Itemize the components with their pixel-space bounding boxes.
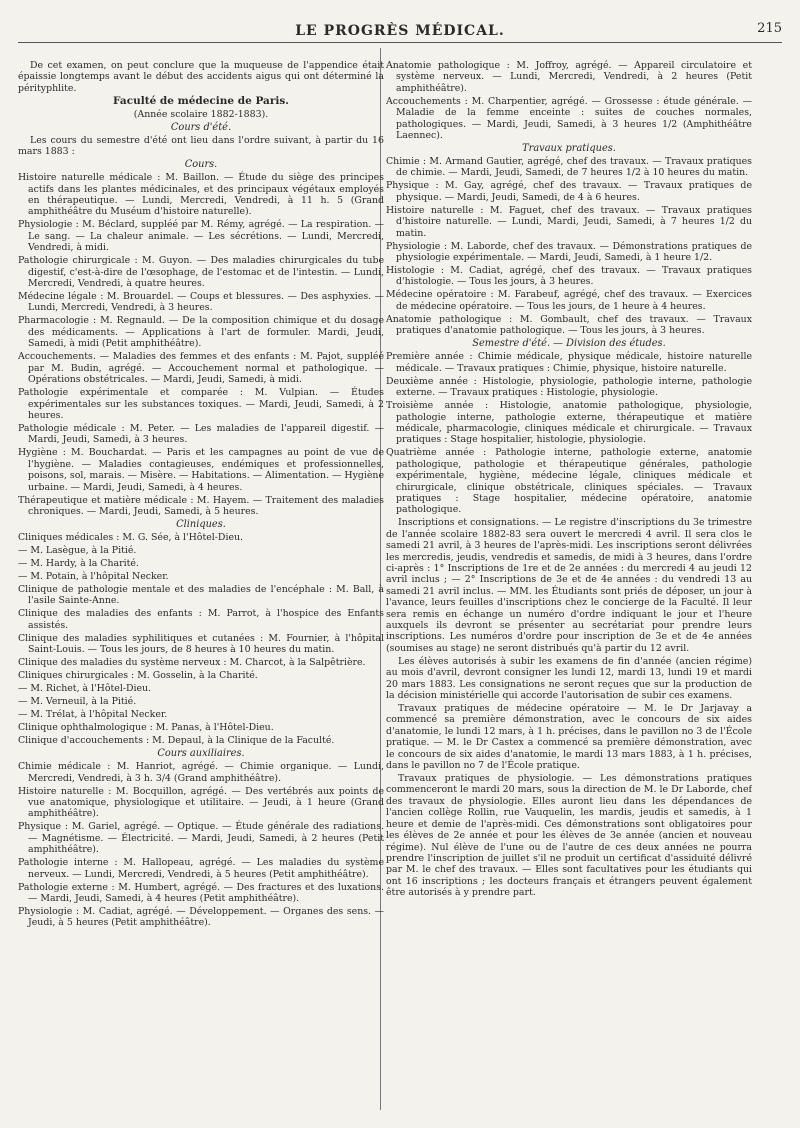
paragraph: Première année : Chimie médicale, physique médicale, histoire naturelle médicale. — Travaux pratiques : Chimie, physique, histoire naturelle. [386, 351, 752, 374]
paragraph: Pathologie chirurgicale : M. Guyon. — Des maladies chirurgicales du tube digestif, c'est-à-dire de l'œsophage, de l'estomac et de l'intestin. — Lundi, Mercredi, Vendredi, à quatre heures. [18, 255, 384, 290]
paragraph: Médecine opératoire : M. Farabeuf, agrégé, chef des travaux. — Exercices de médecine opératoire. — Tous les jours, de 1 heure à 4 heures. [386, 289, 752, 312]
paragraph: Anatomie pathologique : M. Gombault, chef des travaux. — Travaux pratiques d'anatomie pathologique. — Tous les jours, à 3 heures. [386, 313, 752, 337]
paragraph: Histologie : M. Cadiat, agrégé, chef des travaux. — Travaux pratiques d'histologie. — Tous les jours, à 3 heures. [386, 265, 752, 288]
right-column [386, 60, 752, 1110]
page-number: 215 [757, 21, 782, 36]
paragraph: Histoire naturelle : M. Bocquillon, agrégé. — Des vertébrés aux points de vue anatomique, physiologique et utilitaire. — Jeudi, à 1 heure (Grand amphithéâtre). [18, 785, 384, 820]
paragraph: Clinique des maladies du système nerveux : M. Charcot, à la Salpêtrière. [18, 657, 366, 669]
paragraph: Semestre d'été. — Division des études. [472, 338, 666, 350]
paragraph: (Année scolaire 1882-1883). [133, 108, 269, 120]
paragraph: Travaux pratiques. [522, 143, 616, 155]
paragraph: Clinique des maladies syphilitiques et cutanées : M. Fournier, à l'hôpital Saint-Louis. — Tous les jours, de 8 heures à 10 heures du matin. [18, 632, 384, 656]
paragraph: Pathologie expérimentale et comparée : M. Vulpian. — Études expérimentales sur les substances toxiques. — Mardi, Jeudi, Samedi, à 2 heures. [18, 387, 384, 421]
paragraph: Pathologie externe : M. Humbert, agrégé. — Des fractures et des luxations. — Mardi, Jeudi, Samedi, à 4 heures (Petit amphithéâtre). [18, 881, 384, 904]
paragraph: Pharmacologie : M. Regnauld. — De la composition chimique et du dosage des médicaments. — Applications à l'art de formuler. Mardi, Jeudi, Samedi, à midi (Petit amphithéâtre). [18, 315, 384, 350]
paragraph: Les élèves autorisés à subir les examens de fin d'année (ancien régime) au mois d'avril, devront consigner les lundi 12, mardi 13, lundi 19 et mardi 20 mars 1883. Les consignations ne seront reçues que sur la production de la décision ministérielle qui accorde l'autorisation de subir ces examens. [386, 655, 752, 702]
paragraph: Accouchements : M. Charpentier, agrégé. — Grossesse : étude générale. — Maladie de la femme enceinte : suites de couches normales, pathologiques. — Mardi, Jeudi, Samedi, à 3 heures 1/2 (Amphithéâtre Laennec). [386, 95, 752, 142]
paragraph: Anatomie pathologique : M. Joffroy, agrégé. — Appareil circulatoire et système nerveux. — Lundi, Mercredi, Vendredi, à 2 heures (Petit amphithéâtre). [386, 60, 752, 94]
left-column [18, 60, 384, 1110]
paragraph: Cliniques chirurgicales : M. Gosselin, à la Charité. [18, 670, 258, 682]
paragraph: Faculté de médecine de Paris. [113, 94, 289, 107]
paragraph: Travaux pratiques de physiologie. — Les démonstrations pratiques commenceront le mardi 20 mars, sous la direction de M. le Dr Laborde, chef des travaux de physiologie. Elles auront lieu dans les dépendances de l'ancien collège Rollin, rue Vauquelin, les mardis, jeudis et samedis, à 1 heure et demie de l'après-midi. Ces démonstrations sont obligatoires pour les élèves de 2e année et pour les élèves de 3e année (ancien et nouveau régime). Nul élève de l'une ou de l'autre de ces deux années ne pourra prendre l'inscription de juillet s'il ne produit un certificat d'assiduité délivré par M. le chef des travaux. — Elles sont facultatives pour les étudiants qui ont 16 inscriptions ; les docteurs français et étrangers peuvent également être autorisés à y prendre part. [386, 773, 752, 899]
paragraph: Clinique de pathologie mentale et des maladies de l'encéphale : M. Ball, à l'asile Sainte-Anne. [18, 583, 384, 607]
journal-title: LE PROGRÈS MÉDICAL. [295, 23, 505, 39]
paragraph: Travaux pratiques de médecine opératoire — M. le Dr Jarjavay a commencé sa première démonstration, avec le concours de six aides d'anatomie, le lundi 12 mars, à 1 h. précises, dans le pavillon no 3 de l'École pratique. — M. le Dr Castex a commencé sa première démonstration, avec le concours de six aides d'anatomie, le mardi 13 mars 1883, à 1 h. précises, dans le pavillon no 7 de l'École pratique. [386, 703, 752, 772]
paragraph: Les cours du semestre d'été ont lieu dans l'ordre suivant, à partir du 16 mars 1883 : [18, 134, 384, 158]
paragraph: Cours. [184, 159, 218, 171]
paragraph: Thérapeutique et matière médicale : M. Hayem. — Traitement des maladies chroniques. — Mardi, Jeudi, Samedi, à 5 heures. [18, 494, 384, 517]
paragraph: Inscriptions et consignations. — Le registre d'inscriptions du 3e trimestre de l'année scolaire 1882-83 sera ouvert le mercredi 4 avril. Il sera clos le samedi 21 avril, à 3 heures de l'après-midi. Les inscriptions seront délivrées les mercredis, jeudis, vendredis et samedis, de midi à 3 heures, dans l'ordre ci-après : 1° Inscriptions de 1re et de 2e années : du mercredi 4 au jeudi 12 avril inclus ; — 2° Inscriptions de 3e et de 4e années : du vendredi 13 au samedi 21 avril inclus. — MM. les Étudiants sont priés de déposer, un jour à l'avance, leurs feuilles d'inscriptions chez le concierge de la Faculté. Il leur sera remis en échange un numéro d'ordre indiquant le jour et l'heure auxquels ils devront se présenter au secrétariat pour prendre leurs inscriptions. Les numéros d'ordre pour inscription de 3e et de 4e années (soumises au stage) ne seront distribués qu'à partir du 12 avril. [386, 517, 752, 654]
paragraph: Hygiène : M. Bouchardat. — Paris et les campagnes au point de vue de l'hygiène. — Maladies contagieuses, endémiques et professionnelles, poisons, sol, marais. — Misère. — Habitations. — Alimentation. — Hygiène urbaine. — Mardi, Jeudi, Samedi, à 4 heures. [18, 447, 384, 493]
paragraph: — M. Verneuil, à la Pitié. [18, 696, 137, 708]
paragraph: Chimie médicale : M. Hanriot, agrégé. — Chimie organique. — Lundi, Mercredi, Vendredi, à 3 h. 3/4 (Grand amphithéâtre). [18, 761, 384, 784]
paragraph: — M. Trélat, à l'hôpital Necker. [18, 709, 168, 721]
paragraph: Médecine légale : M. Brouardel. — Coups et blessures. — Des asphyxies. — Lundi, Mercredi, Vendredi, à 3 heures. [18, 291, 384, 314]
paragraph: Accouchements. — Maladies des femmes et des enfants : M. Pajot, suppléé par M. Budin, agrégé. — Accouchement normal et pathologique. — Opérations obstétricales. — Mardi, Jeudi, Samedi, à midi. [18, 351, 384, 386]
paragraph: — M. Richet, à l'Hôtel-Dieu. [18, 683, 152, 695]
paragraph: Cliniques. [176, 518, 226, 530]
paragraph: Clinique ophthalmologique : M. Panas, à l'Hôtel-Dieu. [18, 722, 274, 734]
paragraph: Cours auxiliaires. [157, 748, 245, 760]
paragraph: Clinique des maladies des enfants : M. Parrot, à l'hospice des Enfants assistés. [18, 608, 384, 631]
paragraph: Cliniques médicales : M. G. Sée, à l'Hôtel-Dieu. [18, 531, 244, 543]
paragraph: Clinique d'accouchements : M. Depaul, à la Clinique de la Faculté. [18, 735, 335, 747]
paragraph: Physiologie : M. Béclard, suppléé par M. Rémy, agrégé. — La respiration. — Le sang. — La chaleur animale. — Les sécrétions. — Lundi, Mercredi, Vendredi, à midi. [18, 219, 384, 254]
paragraph: Cours d'été. [170, 121, 232, 133]
paragraph: Histoire naturelle médicale : M. Baillon. — Étude du siège des principes actifs dans les plantes médicinales, et des principaux végétaux employés en thérapeutique. — Lundi, Mercredi, Vendredi, à 11 h. 5 (Grand amphithéâtre du Muséum d'histoire naturelle). [18, 172, 384, 218]
paragraph: Pathologie interne : M. Hallopeau, agrégé. — Les maladies du système nerveux. — Lundi, Mercredi, Vendredi, à 5 heures (Petit amphithéâtre). [18, 857, 384, 880]
page-header [18, 18, 782, 43]
paragraph: — M. Lasègue, à la Pitié. [18, 544, 137, 556]
paragraph: — M. Hardy, à la Charité. [18, 557, 139, 569]
paragraph: Troisième année : Histologie, anatomie pathologique, physiologie, pathologie interne, pathologie externe, thérapeutique et matière médicale, pharmacologie, cliniques médicale et chirurgicale. — Travaux pratiques : Stage hospitalier, histologie, physiologie. [386, 400, 752, 446]
paragraph: Physiologie : M. Laborde, chef des travaux. — Démonstrations pratiques de physiologie expérimentale. — Mardi, Jeudi, Samedi, à 1 heure 1/2. [386, 240, 752, 264]
paragraph: Quatrième année : Pathologie interne, pathologie externe, anatomie pathologique, pathologie et thérapeutique générales, pathologie expérimentale, hygiène, médecine légale, cliniques médicale et chirurgicale, clinique obstétricale, cliniques spéciales. — Travaux pratiques : Stage hospitalier, médecine opératoire, anatomie pathologique. [386, 447, 752, 516]
paragraph: Physique : M. Gay, agrégé, chef des travaux. — Travaux pratiques de physique. — Mardi, Jeudi, Samedi, de 4 à 6 heures. [386, 180, 752, 203]
paragraph: Chimie : M. Armand Gautier, agrégé, chef des travaux. — Travaux pratiques de chimie. — Mardi, Jeudi, Samedi, de 7 heures 1/2 à 10 heures du matin. [386, 156, 752, 179]
paragraph: Deuxième année : Histologie, physiologie, pathologie interne, pathologie externe. — Travaux pratiques : Histologie, physiologie. [386, 375, 752, 399]
paragraph: Physiologie : M. Cadiat, agrégé. — Développement. — Organes des sens. — Jeudi, à 5 heures (Petit amphithéâtre). [18, 906, 384, 929]
paragraph: De cet examen, on peut conclure que la muqueuse de l'appendice était épaissie longtemps avant le début des accidents aigus qui ont déterminé la pérityphlite. [18, 60, 384, 94]
paragraph: Pathologie médicale : M. Peter. — Les maladies de l'appareil digestif. — Mardi, Jeudi, Samedi, à 3 heures. [18, 422, 384, 446]
paragraph: Physique : M. Gariel, agrégé. — Optique. — Étude générale des radiations. — Magnétisme. — Électricité. — Mardi, Jeudi, Samedi, à 2 heures (Petit amphithéâtre). [18, 821, 384, 856]
paragraph: — M. Potain, à l'hôpital Necker. [18, 570, 169, 582]
paragraph: Histoire naturelle : M. Faguet, chef des travaux. — Travaux pratiques d'histoire naturelle. — Lundi, Mardi, Jeudi, Samedi, à 7 heures 1/2 du matin. [386, 204, 752, 239]
